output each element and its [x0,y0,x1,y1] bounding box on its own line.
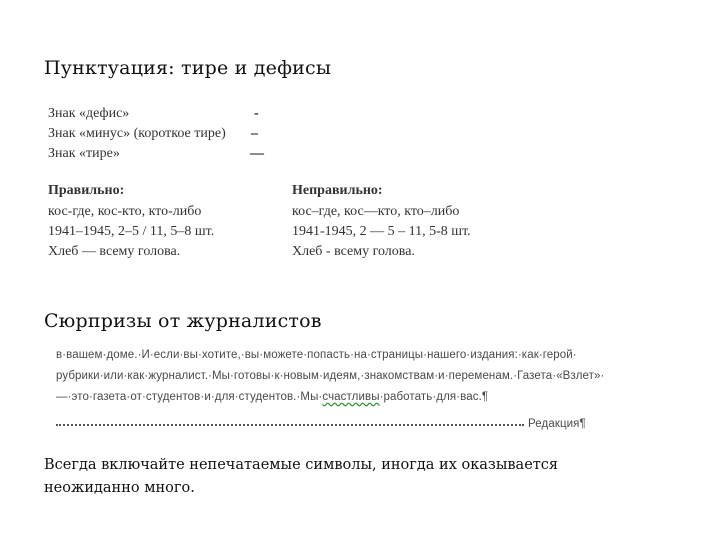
clipping-fragment: ·работать·для·вас.¶ [379,391,489,403]
correct-header: Правильно: [48,183,125,198]
clipping-fragment: —·это·газета·от·студентов·и·для·студентов.·Мы· [56,391,323,403]
incorrect-line: Хлеб - всему голова. [292,244,415,259]
correct-line: 1941–1945, 2–5 / 11, 5–8 шт. [48,224,215,239]
tip-text: Всегда включайте непечатаемые символы, иногда их оказывается неожиданно много. [44,457,559,496]
sign-label: Знак «тире» [48,146,120,161]
em-dash-glyph: — [250,146,264,161]
dash-signs-list [48,104,278,166]
correct-examples [48,202,214,262]
incorrect-examples [292,202,471,262]
sign-label: Знак «минус» (короткое тире) [48,126,226,141]
clipping-text [56,345,676,408]
incorrect-header: Неправильно: [292,183,383,198]
sign-row-dash [48,144,278,164]
clipping-line: в·вашем·доме.·И·если·вы·хотите,·вы·можете·попасть·на·страницы·нашего·издания:·как·герой· [56,349,577,361]
clipping-line [56,387,676,408]
dotted-tab-leader [56,424,524,426]
incorrect-line: кос–где, кос—кто, кто–либо [292,204,460,219]
sign-row-hyphen [48,104,278,124]
clipping-line: рубрики·или·как·журналист.·Мы·готовы·к·новым·идеям,·знакомствам·и·переменам.·Газета·«Взлет»· [56,370,605,382]
incorrect-line: 1941-1945, 2 — 5 – 11, 5-8 шт. [292,224,471,239]
correct-line: Хлеб — всему голова. [48,244,181,259]
spellcheck-underlined-word: счастливы [322,391,380,403]
sign-label: Знак «дефис» [48,106,130,121]
section-heading: Пунктуация: тире и дефисы [44,57,332,79]
clipping-signature: Редакция¶ [528,418,586,430]
correct-line: кос-где, кос-кто, кто-либо [48,204,202,219]
section-heading: Сюрпризы от журналистов [44,310,322,332]
hyphen-glyph: - [254,106,259,121]
sign-row-minus [48,124,278,144]
en-dash-glyph: – [251,126,258,141]
